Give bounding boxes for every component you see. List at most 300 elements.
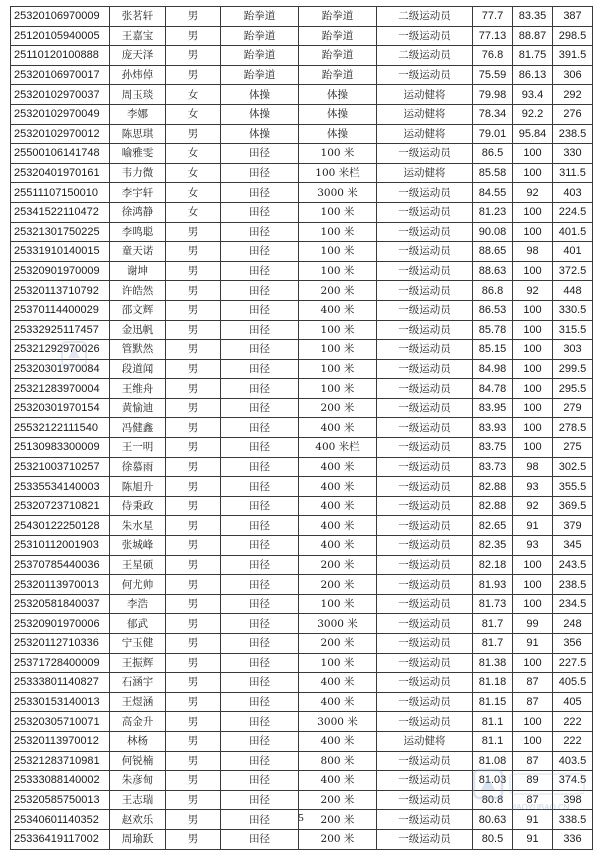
athlete-level-cell: 二级运动员	[377, 46, 473, 66]
culture-score-cell: 379	[553, 516, 593, 536]
composite-score-cell: 81.7	[473, 634, 513, 654]
candidate-id-cell: 25320581840037	[11, 594, 110, 614]
table-row	[11, 124, 593, 144]
table-row	[11, 222, 593, 242]
sport-score-cell: 100	[513, 438, 553, 458]
composite-score-cell: 85.15	[473, 340, 513, 360]
candidate-id-cell: 25511107150010	[11, 183, 110, 203]
sport-cell: 田径	[221, 771, 299, 791]
candidate-id-cell: 25320901970006	[11, 614, 110, 634]
candidate-id-cell: 25320106970009	[11, 7, 110, 27]
composite-score-cell: 79.01	[473, 124, 513, 144]
sport-score-cell: 93.4	[513, 85, 553, 105]
culture-score-cell: 405	[553, 692, 593, 712]
candidate-name-cell: 许皓然	[110, 281, 166, 301]
sport-score-cell: 92	[513, 183, 553, 203]
sport-score-cell: 100	[513, 398, 553, 418]
candidate-id-cell: 25320305710071	[11, 712, 110, 732]
sport-score-cell: 93	[513, 536, 553, 556]
athlete-level-cell: 运动健将	[377, 124, 473, 144]
table-row	[11, 320, 593, 340]
composite-score-cell: 83.95	[473, 398, 513, 418]
sport-cell: 田径	[221, 261, 299, 281]
candidate-id-cell: 25320401970161	[11, 163, 110, 183]
sport-score-cell: 100	[513, 163, 553, 183]
table-row	[11, 300, 593, 320]
culture-score-cell: 224.5	[553, 202, 593, 222]
gender-cell: 男	[166, 359, 221, 379]
candidate-id-cell: 25340601140352	[11, 810, 110, 830]
athlete-level-cell: 一级运动员	[377, 418, 473, 438]
gender-cell: 男	[166, 496, 221, 516]
sport-cell: 田径	[221, 692, 299, 712]
event-cell: 100 米	[299, 242, 377, 262]
composite-score-cell: 86.5	[473, 144, 513, 164]
sport-score-cell: 98	[513, 242, 553, 262]
candidate-name-cell: 管默然	[110, 340, 166, 360]
table-row	[11, 477, 593, 497]
culture-score-cell: 278.5	[553, 418, 593, 438]
composite-score-cell: 80.8	[473, 790, 513, 810]
athlete-level-cell: 运动健将	[377, 731, 473, 751]
culture-score-cell: 369.5	[553, 496, 593, 516]
sport-cell: 田径	[221, 614, 299, 634]
event-cell: 400 米	[299, 516, 377, 536]
candidate-name-cell: 侍秉政	[110, 496, 166, 516]
table-row	[11, 379, 593, 399]
candidate-id-cell: 25500106141748	[11, 144, 110, 164]
composite-score-cell: 85.58	[473, 163, 513, 183]
composite-score-cell: 81.1	[473, 712, 513, 732]
sport-cell: 田径	[221, 751, 299, 771]
athlete-level-cell: 运动健将	[377, 163, 473, 183]
sport-cell: 田径	[221, 477, 299, 497]
culture-score-cell: 238.5	[553, 575, 593, 595]
sport-cell: 田径	[221, 340, 299, 360]
candidate-name-cell: 李宇轩	[110, 183, 166, 203]
table-row	[11, 281, 593, 301]
table-row	[11, 536, 593, 556]
sport-cell: 田径	[221, 516, 299, 536]
culture-score-cell: 398	[553, 790, 593, 810]
athlete-level-cell: 一级运动员	[377, 222, 473, 242]
event-cell: 100 米	[299, 340, 377, 360]
candidate-name-cell: 朱水星	[110, 516, 166, 536]
gender-cell: 男	[166, 673, 221, 693]
gender-cell: 男	[166, 575, 221, 595]
gender-cell: 男	[166, 340, 221, 360]
candidate-name-cell: 何锐楠	[110, 751, 166, 771]
gender-cell: 男	[166, 379, 221, 399]
gender-cell: 女	[166, 183, 221, 203]
sport-cell: 田径	[221, 163, 299, 183]
composite-score-cell: 86.53	[473, 300, 513, 320]
candidate-id-cell: 25320901970009	[11, 261, 110, 281]
sport-cell: 田径	[221, 457, 299, 477]
sport-score-cell: 86.13	[513, 65, 553, 85]
candidate-name-cell: 李鸣聪	[110, 222, 166, 242]
event-cell: 400 米	[299, 771, 377, 791]
candidate-id-cell: 25120105940005	[11, 26, 110, 46]
athlete-level-cell: 一级运动员	[377, 26, 473, 46]
sport-cell: 田径	[221, 575, 299, 595]
event-cell: 400 米	[299, 731, 377, 751]
candidate-name-cell: 喻雅雯	[110, 144, 166, 164]
culture-score-cell: 448	[553, 281, 593, 301]
culture-score-cell: 298.5	[553, 26, 593, 46]
athlete-level-cell: 一级运动员	[377, 594, 473, 614]
table-row	[11, 594, 593, 614]
sport-cell: 田径	[221, 594, 299, 614]
composite-score-cell: 84.78	[473, 379, 513, 399]
candidate-name-cell: 徐鸿静	[110, 202, 166, 222]
gender-cell: 男	[166, 594, 221, 614]
sport-score-cell: 100	[513, 418, 553, 438]
table-row	[11, 751, 593, 771]
athlete-level-cell: 一级运动员	[377, 771, 473, 791]
table-body	[11, 7, 593, 850]
event-cell: 体操	[299, 104, 377, 124]
table-row	[11, 340, 593, 360]
composite-score-cell: 82.35	[473, 536, 513, 556]
gender-cell: 男	[166, 477, 221, 497]
gender-cell: 男	[166, 65, 221, 85]
candidate-name-cell: 王振辉	[110, 653, 166, 673]
athlete-level-cell: 一级运动员	[377, 692, 473, 712]
culture-score-cell: 338.5	[553, 810, 593, 830]
sport-cell: 跆拳道	[221, 65, 299, 85]
athlete-level-cell: 一级运动员	[377, 359, 473, 379]
candidate-name-cell: 金迅帆	[110, 320, 166, 340]
candidate-name-cell: 童天诺	[110, 242, 166, 262]
candidate-name-cell: 周玉琰	[110, 85, 166, 105]
culture-score-cell: 234.5	[553, 594, 593, 614]
sport-score-cell: 100	[513, 261, 553, 281]
candidate-name-cell: 谢坤	[110, 261, 166, 281]
event-cell: 400 米	[299, 496, 377, 516]
event-cell: 200 米	[299, 634, 377, 654]
sport-score-cell: 99	[513, 614, 553, 634]
event-cell: 体操	[299, 85, 377, 105]
athlete-level-cell: 一级运动员	[377, 634, 473, 654]
sport-cell: 跆拳道	[221, 26, 299, 46]
candidate-id-cell: 25333801140827	[11, 673, 110, 693]
culture-score-cell: 295.5	[553, 379, 593, 399]
sport-score-cell: 93	[513, 477, 553, 497]
athlete-level-cell: 一级运动员	[377, 496, 473, 516]
candidate-id-cell: 25320113970013	[11, 575, 110, 595]
candidate-name-cell: 赵欢乐	[110, 810, 166, 830]
culture-score-cell: 330	[553, 144, 593, 164]
gender-cell: 男	[166, 731, 221, 751]
event-cell: 400 米	[299, 673, 377, 693]
sport-score-cell: 91	[513, 516, 553, 536]
candidate-id-cell: 25320102970012	[11, 124, 110, 144]
candidate-id-cell: 25320113970012	[11, 731, 110, 751]
candidate-id-cell: 25371728400009	[11, 653, 110, 673]
table-row	[11, 85, 593, 105]
sport-cell: 田径	[221, 712, 299, 732]
composite-score-cell: 81.1	[473, 731, 513, 751]
candidate-name-cell: 郁武	[110, 614, 166, 634]
athlete-level-cell: 一级运动员	[377, 398, 473, 418]
event-cell: 100 米	[299, 222, 377, 242]
candidate-name-cell: 周瑜跃	[110, 829, 166, 849]
gender-cell: 男	[166, 438, 221, 458]
sport-cell: 田径	[221, 496, 299, 516]
table-row	[11, 7, 593, 27]
candidate-name-cell: 陈思琪	[110, 124, 166, 144]
candidate-name-cell: 朱彦甸	[110, 771, 166, 791]
composite-score-cell: 81.18	[473, 673, 513, 693]
table-row	[11, 673, 593, 693]
table-row	[11, 692, 593, 712]
culture-score-cell: 306	[553, 65, 593, 85]
sport-score-cell: 81.75	[513, 46, 553, 66]
gender-cell: 男	[166, 242, 221, 262]
table-row	[11, 575, 593, 595]
table-row	[11, 104, 593, 124]
composite-score-cell: 81.08	[473, 751, 513, 771]
candidate-name-cell: 王志瑞	[110, 790, 166, 810]
sport-cell: 田径	[221, 222, 299, 242]
composite-score-cell: 88.63	[473, 261, 513, 281]
sport-cell: 田径	[221, 829, 299, 849]
sport-score-cell: 88.87	[513, 26, 553, 46]
sport-score-cell: 98	[513, 457, 553, 477]
table-row	[11, 261, 593, 281]
gender-cell: 男	[166, 790, 221, 810]
table-row	[11, 242, 593, 262]
event-cell: 200 米	[299, 810, 377, 830]
sport-score-cell: 91	[513, 829, 553, 849]
athlete-level-cell: 一级运动员	[377, 300, 473, 320]
sport-cell: 体操	[221, 104, 299, 124]
sport-score-cell: 100	[513, 300, 553, 320]
candidate-name-cell: 陈旭升	[110, 477, 166, 497]
sport-cell: 田径	[221, 810, 299, 830]
candidate-name-cell: 王煜涵	[110, 692, 166, 712]
culture-score-cell: 315.5	[553, 320, 593, 340]
event-cell: 体操	[299, 124, 377, 144]
table-row	[11, 731, 593, 751]
candidate-name-cell: 高金升	[110, 712, 166, 732]
event-cell: 3000 米	[299, 712, 377, 732]
event-cell: 100 米	[299, 653, 377, 673]
candidate-id-cell: 25130983300009	[11, 438, 110, 458]
culture-score-cell: 243.5	[553, 555, 593, 575]
sport-score-cell: 87	[513, 790, 553, 810]
event-cell: 100 米	[299, 320, 377, 340]
sport-score-cell: 100	[513, 320, 553, 340]
event-cell: 200 米	[299, 790, 377, 810]
athlete-level-cell: 一级运动员	[377, 477, 473, 497]
sport-cell: 田径	[221, 183, 299, 203]
candidate-id-cell: 25320723710821	[11, 496, 110, 516]
culture-score-cell: 276	[553, 104, 593, 124]
event-cell: 400 米	[299, 477, 377, 497]
candidate-name-cell: 王一明	[110, 438, 166, 458]
athlete-level-cell: 一级运动员	[377, 829, 473, 849]
sport-score-cell: 100	[513, 359, 553, 379]
candidate-id-cell: 25321283970004	[11, 379, 110, 399]
sport-cell: 跆拳道	[221, 7, 299, 27]
composite-score-cell: 86.8	[473, 281, 513, 301]
culture-score-cell: 275	[553, 438, 593, 458]
gender-cell: 男	[166, 222, 221, 242]
event-cell: 400 米	[299, 536, 377, 556]
sport-cell: 田径	[221, 300, 299, 320]
sport-score-cell: 91	[513, 810, 553, 830]
table-row	[11, 46, 593, 66]
culture-score-cell: 227.5	[553, 653, 593, 673]
candidate-id-cell: 25320102970049	[11, 104, 110, 124]
event-cell: 100 米	[299, 379, 377, 399]
candidate-name-cell: 段道闻	[110, 359, 166, 379]
gender-cell: 男	[166, 398, 221, 418]
athlete-level-cell: 一级运动员	[377, 673, 473, 693]
sport-score-cell: 100	[513, 575, 553, 595]
gender-cell: 男	[166, 751, 221, 771]
culture-score-cell: 336	[553, 829, 593, 849]
sport-cell: 体操	[221, 85, 299, 105]
composite-score-cell: 79.98	[473, 85, 513, 105]
table-row	[11, 163, 593, 183]
composite-score-cell: 81.23	[473, 202, 513, 222]
sport-score-cell: 92.2	[513, 104, 553, 124]
athlete-level-cell: 一级运动员	[377, 320, 473, 340]
candidate-name-cell: 王星硕	[110, 555, 166, 575]
candidate-name-cell: 冯健鑫	[110, 418, 166, 438]
sport-score-cell: 100	[513, 594, 553, 614]
candidate-name-cell: 李浩	[110, 594, 166, 614]
composite-score-cell: 81.15	[473, 692, 513, 712]
athlete-level-cell: 一级运动员	[377, 281, 473, 301]
table-row	[11, 359, 593, 379]
culture-score-cell: 302.5	[553, 457, 593, 477]
culture-score-cell: 355.5	[553, 477, 593, 497]
gender-cell: 男	[166, 536, 221, 556]
composite-score-cell: 83.93	[473, 418, 513, 438]
table-row	[11, 202, 593, 222]
sport-cell: 跆拳道	[221, 46, 299, 66]
candidate-name-cell: 孙炜倬	[110, 65, 166, 85]
gender-cell: 男	[166, 300, 221, 320]
candidate-name-cell: 林杨	[110, 731, 166, 751]
event-cell: 200 米	[299, 829, 377, 849]
candidate-id-cell: 25320585750013	[11, 790, 110, 810]
table-row	[11, 829, 593, 849]
composite-score-cell: 85.78	[473, 320, 513, 340]
event-cell: 200 米	[299, 555, 377, 575]
candidate-id-cell: 25321301750225	[11, 222, 110, 242]
table-row	[11, 653, 593, 673]
gender-cell: 男	[166, 26, 221, 46]
composite-score-cell: 90.08	[473, 222, 513, 242]
candidate-name-cell: 石涵宇	[110, 673, 166, 693]
candidate-name-cell: 李娜	[110, 104, 166, 124]
sport-cell: 田径	[221, 398, 299, 418]
culture-score-cell: 374.5	[553, 771, 593, 791]
athlete-level-cell: 一级运动员	[377, 144, 473, 164]
composite-score-cell: 88.65	[473, 242, 513, 262]
candidate-id-cell: 25532122111540	[11, 418, 110, 438]
composite-score-cell: 82.65	[473, 516, 513, 536]
sport-score-cell: 100	[513, 555, 553, 575]
culture-score-cell: 372.5	[553, 261, 593, 281]
composite-score-cell: 80.63	[473, 810, 513, 830]
gender-cell: 男	[166, 320, 221, 340]
candidate-id-cell: 25320102970037	[11, 85, 110, 105]
table-row	[11, 457, 593, 477]
sport-cell: 田径	[221, 202, 299, 222]
composite-score-cell: 84.55	[473, 183, 513, 203]
gender-cell: 男	[166, 810, 221, 830]
candidate-id-cell: 25370785440036	[11, 555, 110, 575]
athlete-level-cell: 一级运动员	[377, 751, 473, 771]
culture-score-cell: 387	[553, 7, 593, 27]
composite-score-cell: 81.73	[473, 594, 513, 614]
gender-cell: 男	[166, 418, 221, 438]
sport-score-cell: 100	[513, 202, 553, 222]
sport-score-cell: 100	[513, 712, 553, 732]
candidate-name-cell: 黄愉迪	[110, 398, 166, 418]
event-cell: 100 米栏	[299, 163, 377, 183]
sport-score-cell: 83.35	[513, 7, 553, 27]
table-row	[11, 712, 593, 732]
candidate-id-cell: 25370114400029	[11, 300, 110, 320]
athlete-level-cell: 一级运动员	[377, 183, 473, 203]
sport-cell: 田径	[221, 438, 299, 458]
athlete-level-cell: 一级运动员	[377, 457, 473, 477]
culture-score-cell: 311.5	[553, 163, 593, 183]
candidate-id-cell: 25336419117002	[11, 829, 110, 849]
athlete-level-cell: 运动健将	[377, 104, 473, 124]
sport-cell: 田径	[221, 242, 299, 262]
candidate-id-cell: 25110120100888	[11, 46, 110, 66]
sport-cell: 田径	[221, 418, 299, 438]
culture-score-cell: 330.5	[553, 300, 593, 320]
sport-cell: 田径	[221, 536, 299, 556]
candidate-id-cell: 25320301970154	[11, 398, 110, 418]
table-row	[11, 183, 593, 203]
culture-score-cell: 303	[553, 340, 593, 360]
event-cell: 跆拳道	[299, 65, 377, 85]
sport-score-cell: 89	[513, 771, 553, 791]
culture-score-cell: 401.5	[553, 222, 593, 242]
candidate-id-cell: 25320113710792	[11, 281, 110, 301]
event-cell: 跆拳道	[299, 7, 377, 27]
gender-cell: 男	[166, 829, 221, 849]
candidate-name-cell: 庞天泽	[110, 46, 166, 66]
table-row	[11, 614, 593, 634]
gender-cell: 女	[166, 144, 221, 164]
athlete-level-cell: 一级运动员	[377, 516, 473, 536]
culture-score-cell: 222	[553, 731, 593, 751]
table-row	[11, 634, 593, 654]
sport-score-cell: 87	[513, 692, 553, 712]
athlete-level-cell: 一级运动员	[377, 261, 473, 281]
event-cell: 200 米	[299, 575, 377, 595]
sport-cell: 田径	[221, 731, 299, 751]
candidate-id-cell: 25321283710981	[11, 751, 110, 771]
composite-score-cell: 80.5	[473, 829, 513, 849]
composite-score-cell: 84.98	[473, 359, 513, 379]
event-cell: 400 米栏	[299, 438, 377, 458]
watermark-url: JIAOYUBAO.CN	[510, 803, 570, 812]
sport-score-cell: 87	[513, 673, 553, 693]
athlete-level-cell: 一级运动员	[377, 438, 473, 458]
